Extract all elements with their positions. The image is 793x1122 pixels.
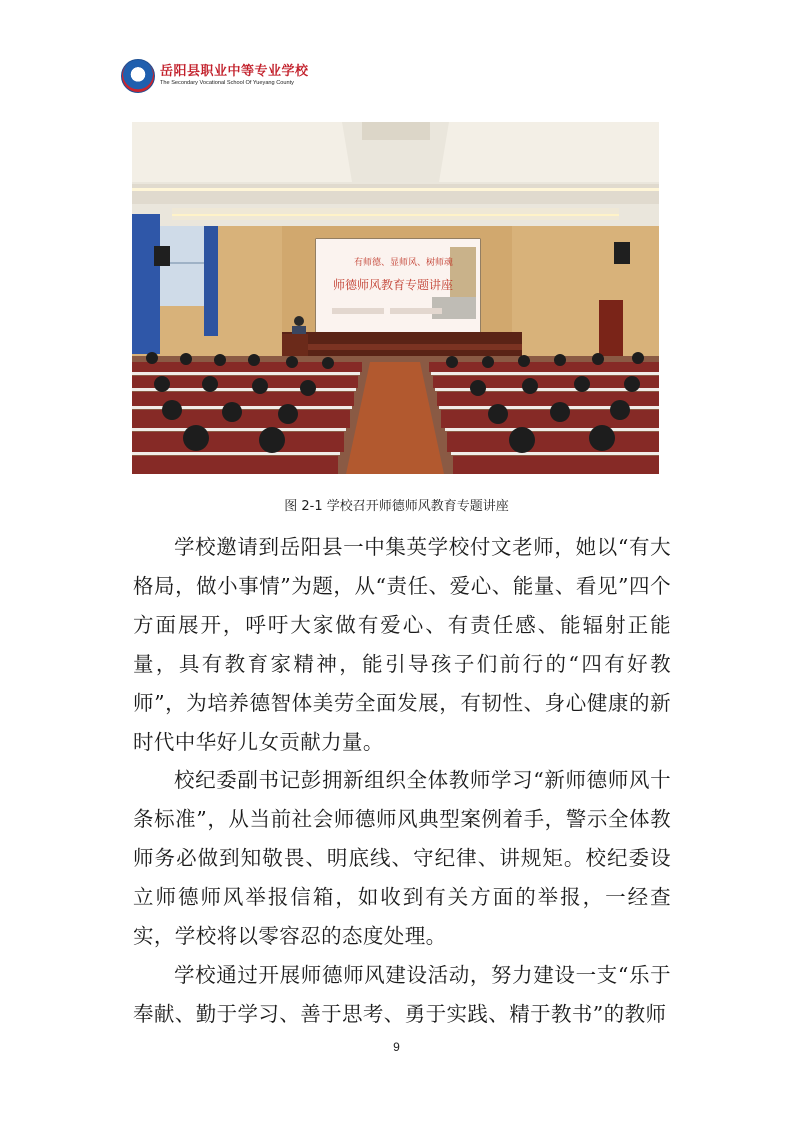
school-name <box>160 65 309 87</box>
paragraph: 学校邀请到岳阳县一中集英学校付文老师，她以“有大格局，做小事情”为题，从“责任、爱心、能量、看见”四个方面展开，呼吁大家做有爱心、有责任感、能辐射正能量，具有教育家精神，能引导孩子们前行的“四有好教师”，为培养德智体美劳全面发展，有韧性、身心健康的新时代中华好儿女贡献力量。 <box>133 535 671 754</box>
paragraph: 学校通过开展师德师风建设活动，努力建设一支“乐于奉献、勤于学习、善于思考、勇于实践、精于教书”的教师 <box>133 962 671 1026</box>
school-name-cn: 岳阳县职业中等专业学校 <box>160 64 309 80</box>
paragraph: 校纪委副书记彭拥新组织全体教师学习“新师德师风十条标准”，从当前社会师德师风典型案例着手，警示全体教师务必做到知敬畏、明底线、守纪律、讲规矩。校纪委设立师德师风举报信箱，如收到有关方面的举报，一经查实，学校将以零容忍的态度处理。 <box>133 768 671 949</box>
page-header <box>121 58 309 94</box>
screen-title: 师德师风教育专题讲座 <box>333 278 454 292</box>
school-logo-icon <box>121 59 155 93</box>
figure-caption: 图 2-1 学校召开师德师风教育专题讲座 <box>284 499 509 514</box>
page-number: 9 <box>393 1040 400 1054</box>
school-name-en: The Secondary Vocational School Of Yueyang County <box>160 80 294 87</box>
body-text <box>133 528 671 1034</box>
screen-line-1: 有师德、显师风、树师魂 <box>354 258 454 268</box>
lecture-hall-photo <box>132 122 659 474</box>
